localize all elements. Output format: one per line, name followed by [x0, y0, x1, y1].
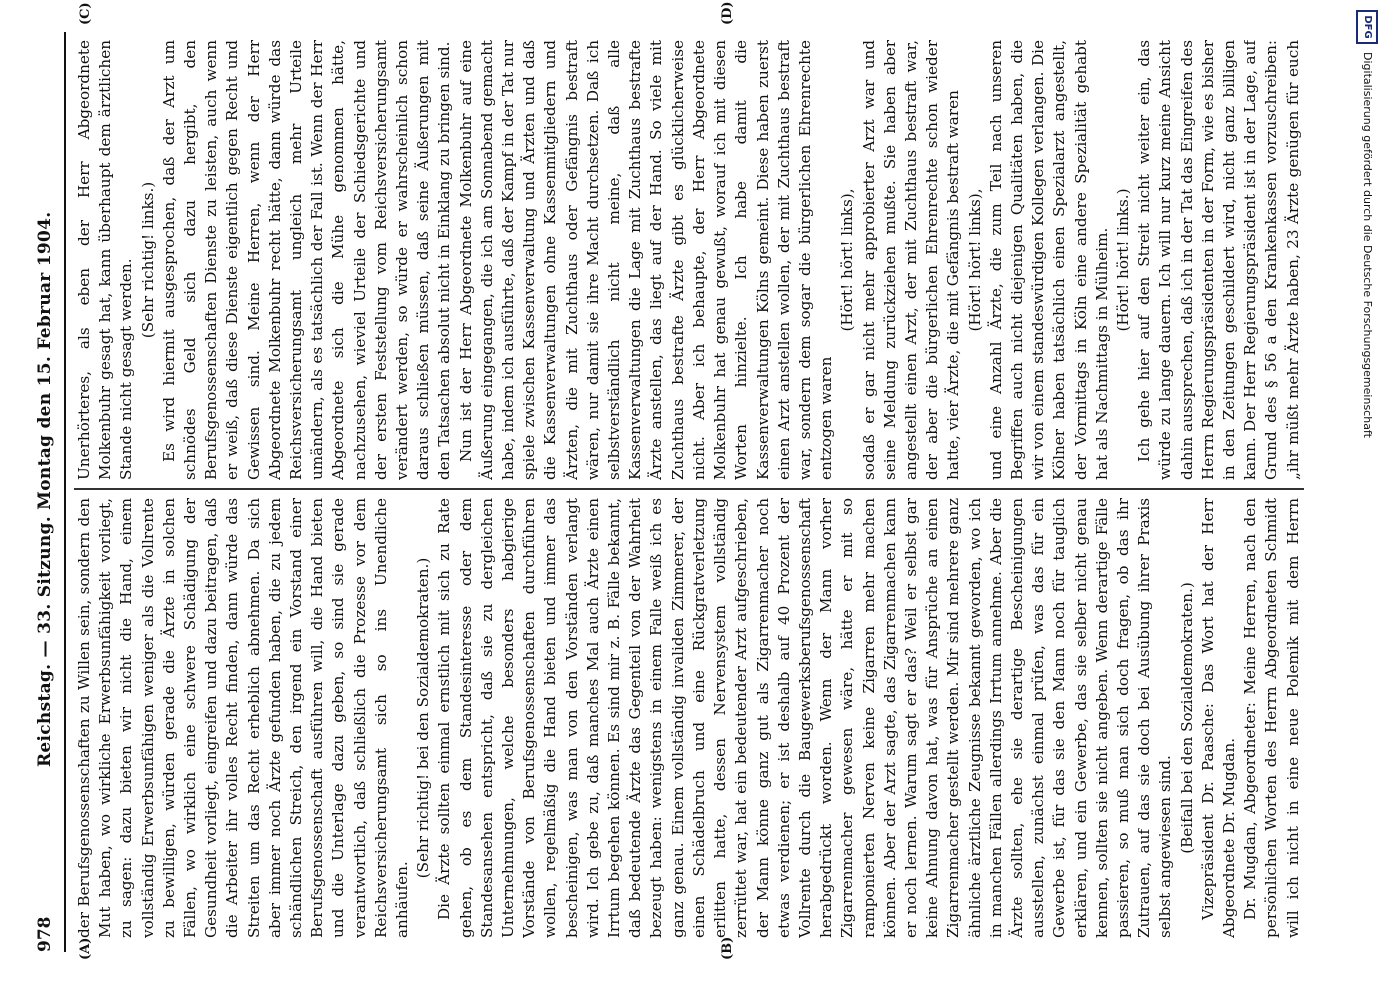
column-divider — [74, 489, 1304, 491]
interjection: (Hört! hört! links.) — [1113, 188, 1132, 332]
running-title: Reichstag. — 33. Sitzung. Montag den 15. Februar 1904. — [35, 211, 55, 768]
dfg-logo: DFG — [1356, 10, 1378, 44]
paragraph: Ich gehe hier auf den Streit nicht weiter ein, das würde zu lange dauern. Ich will nur kurz meine Ansicht dahin aussprechen, daß ich in der Tat das Eingreifen des Herrn Regierungspräsidenten in der Form, wie es bisher in den Zeitungen geschildert wird, nicht ganz billigen kann. Der Herr Regierungspräsident ist in der Lage, auf Grund des § 56 a den Krankenkassen vorzuschreiben: „ihr müßt mehr Ärzte haben, 23 Ärzte genügen für euch — [1135, 40, 1302, 480]
left-column — [74, 498, 1304, 938]
right-column — [74, 40, 1304, 480]
paragraph: sodaß er gar nicht mehr approbierter Arzt war und seine Meldung zurückziehen mußte. Sie haben aber angestellt einen Arzt, der mit Zuchthaus bestraft war, der aber die bürgerlichen Ehrenrechte schon wieder hatte, vier Ärzte, die mit Gefängnis bestraft waren — [859, 40, 963, 480]
interjection: (Hört! hört! links), — [838, 188, 857, 332]
speaker-intro: Vizepräsident Dr. Paasche: Das Wort hat der Herr Abgeordnete Dr. Mugdan. — [1198, 498, 1238, 938]
interjection: (Sehr richtig! links.) — [138, 181, 157, 339]
header-rule — [64, 32, 66, 952]
interjection: (Sehr richtig! bei den Sozialdemokraten.) — [414, 557, 433, 879]
interjection: (Beifall bei den Sozialdemokraten.) — [1177, 582, 1196, 854]
margin-marker-c: (C) — [78, 2, 93, 25]
paragraph: Dr. Mugdan, Abgeordneter: Meine Herren, nach den persönlichen Worten des Herrn Abgeordneten Schmidt will ich nicht in eine neue Polemik mit dem Herrn — [1241, 498, 1302, 938]
paragraph: Es wird hiermit ausgesprochen, daß der Arzt um schnödes Geld sich dazu hergibt, den Berufsgenossenschaften Dienste zu leisten, auch wenn er weiß, daß diese Dienste eigentlich gegen Recht und Gewissen sind. Meine Herren, wenn der Herr Abgeordnete Molkenbuhr recht hätte, dann würde das Reichsversicherungsamt ungleich mehr Urteile umändern, als es tatsächlich der Fall ist. Wenn der Herr Abgeordnete sich die Mühe genommen hätte, nachzusehen, wieviel Urteile der Schiedsgerichte und der ersten Feststellung vom Reichsversicherungsamt verändert werden, so würde er wahrscheinlich schon daraus schließen müssen, daß seine Äußerungen mit den Tatsachen absolut nicht in Einklang zu bringen sind. — [159, 40, 454, 480]
paragraph: Nun ist der Herr Abgeordnete Molkenbuhr auf eine Äußerung eingegangen, die ich am Sonnabend gemacht habe, indem ich ausführte, daß der Kampf in der Tat nur spiele zwischen Kassenverwaltung und Ärzten und daß die Kassenverwaltungen ohne Kassenmitgliedern und Ärzten, die mit Zuchthaus oder Gefängnis bestraft wären, nur damit sie ihre Macht durchsetzen. Daß ich selbstverständlich nicht meine, daß alle Kassenverwaltungen die Lage mit Zuchthaus bestrafte Ärzte anstellen, das liegt auf der Hand. So viele mit Zuchthaus bestrafte Ärzte gibt es glücklicherweise nicht. Aber ich behaupte, der Herr Abgeordnete Molkenbuhr hat genau gewußt, worauf ich mit diesen Worten hinzielte. Ich habe damit die Kassenverwaltungen Kölns gemeint. Diese haben zuerst einen Arzt anstellen wollen, der mit Zuchthaus bestraft war, sondern dem sogar die bürgerlichen Ehrenrechte entzogen waren — [456, 40, 836, 480]
margin-marker-a: (A) — [78, 937, 93, 960]
page-number: 978 — [35, 916, 55, 952]
page-header — [28, 32, 62, 952]
interjection: (Hört! hört! links), — [965, 188, 984, 332]
paragraph: der Berufsgenossenschaften zu Willen sein, sondern den Mut haben, wo wirkliche Erwerbsunfähigkeit vorliegt, zu sagen: dazu bieten wir nicht die Hand, einem vollständig Erwerbsunfähigen weniger als die Vollrente zu bewilligen, würden gerade die Ärzte in solchen Fällen, wo wirklich eine schwere Schädigung der Gesundheit vorliegt, eingreifen und dazu beitragen, daß die Arbeiter ihr volles Recht finden, dann würde das Streiten um das Recht erheblich abnehmen. Da sich aber immer noch Ärzte gefunden haben, die zu jedem schändlichen Streich, den irgend ein Vorstand einer Berufsgenossenschaft ausführen will, die Hand bieten und die Unterlage dazu geben, so sind sie gerade verantwortlich, daß schließlich die Prozesse vor dem Reichsversicherungsamt sich so ins Unendliche anhäufen. — [75, 498, 412, 938]
margin-marker-d: (D) — [720, 1, 735, 25]
paragraph: Unerhörteres, als eben der Herr Abgeordnete Molkenbuhr gesagt hat, kann überhaupt dem ärztlichen Stande nicht gesagt werden. — [75, 40, 136, 480]
paragraph: und eine Anzahl Ärzte, die zum Teil nach unseren Begriffen auch nicht diejenigen Qualitäten haben, die wir von einem standeswürdigen Kollegen verlangen. Die Kölner haben tatsächlich einen Spezialarzt angestellt, der Vormittags in Köln eine andere Spezialität gehabt hat als Nachmittags in Mülheim. — [986, 40, 1111, 480]
paragraph: Die Ärzte sollten einmal ernstlich mit sich zu Rate gehen, ob es dem Standesinteresse oder dem Standesansehen entspricht, daß sie zu dergleichen Unternehmungen, welche besonders habgierige Vorstände von Berufsgenossenschaften durchführen wollen, regelmäßig die Hand bieten und immer das bescheinigen, was man von den Vorständen verlangt wird. Ich gebe zu, daß manches Mal auch Ärzte einen Irrtum begehen können. Es sind mir z. B. Fälle bekannt, daß bedeutende Ärzte das Gegenteil von der Wahrheit bezeugt haben: wenigstens in einem Falle weiß ich es ganz genau. Einem vollständig invaliden Zimmerer, der einen Schädelbruch und eine Rückgratverletzung erlitten hatte, dessen Nervensystem vollständig zerrüttet war, hat ein bedeutender Arzt aufgeschrieben, der Mann könne ganz gut als Zigarrenmacher noch etwas verdienen; er ist deshalb auf 40 Prozent der Vollrente durch die Baugewerksberufsgenossenschaft herabgedrückt worden. Wenn der Mann vorher Zigarrenmacher gewesen wäre, hätte er mit so ramponierten Nerven keine Zigarren mehr machen können. Aber der Arzt sagte, das Zigarrenmachen kann er noch lernen. Warum sagt er das? Weil er selbst gar keine Ahnung davon hat, was für Ansprüche an einen Zigarrenmacher gestellt werden. Mir sind mehrere ganz ähnliche ärztliche Zeugnisse bekannt geworden, wo ich in manchen Fällen allerdings Irrtum annehme. Aber die Ärzte sollten, ehe sie derartige Bescheinigungen ausstellen, zunächst einmal prüfen, was das für ein Gewerbe ist, für das sie den Mann noch für tauglich erklären, und ein Gewerbe, das sie selber nicht genau kennen, sollten sie nicht angeben. Wenn derartige Fälle passieren, so muß man sich doch fragen, ob das ihr Zutrauen, auf das sie doch bei Ausübung ihrer Praxis selbst angewiesen sind. — [435, 498, 1175, 938]
margin-marker-b: (B) — [720, 936, 735, 960]
digitization-credit — [1358, 10, 1380, 990]
credit-text: Digitalisierung gefördert durch die Deutsche Forschungsgemeinschaft — [1361, 52, 1374, 438]
